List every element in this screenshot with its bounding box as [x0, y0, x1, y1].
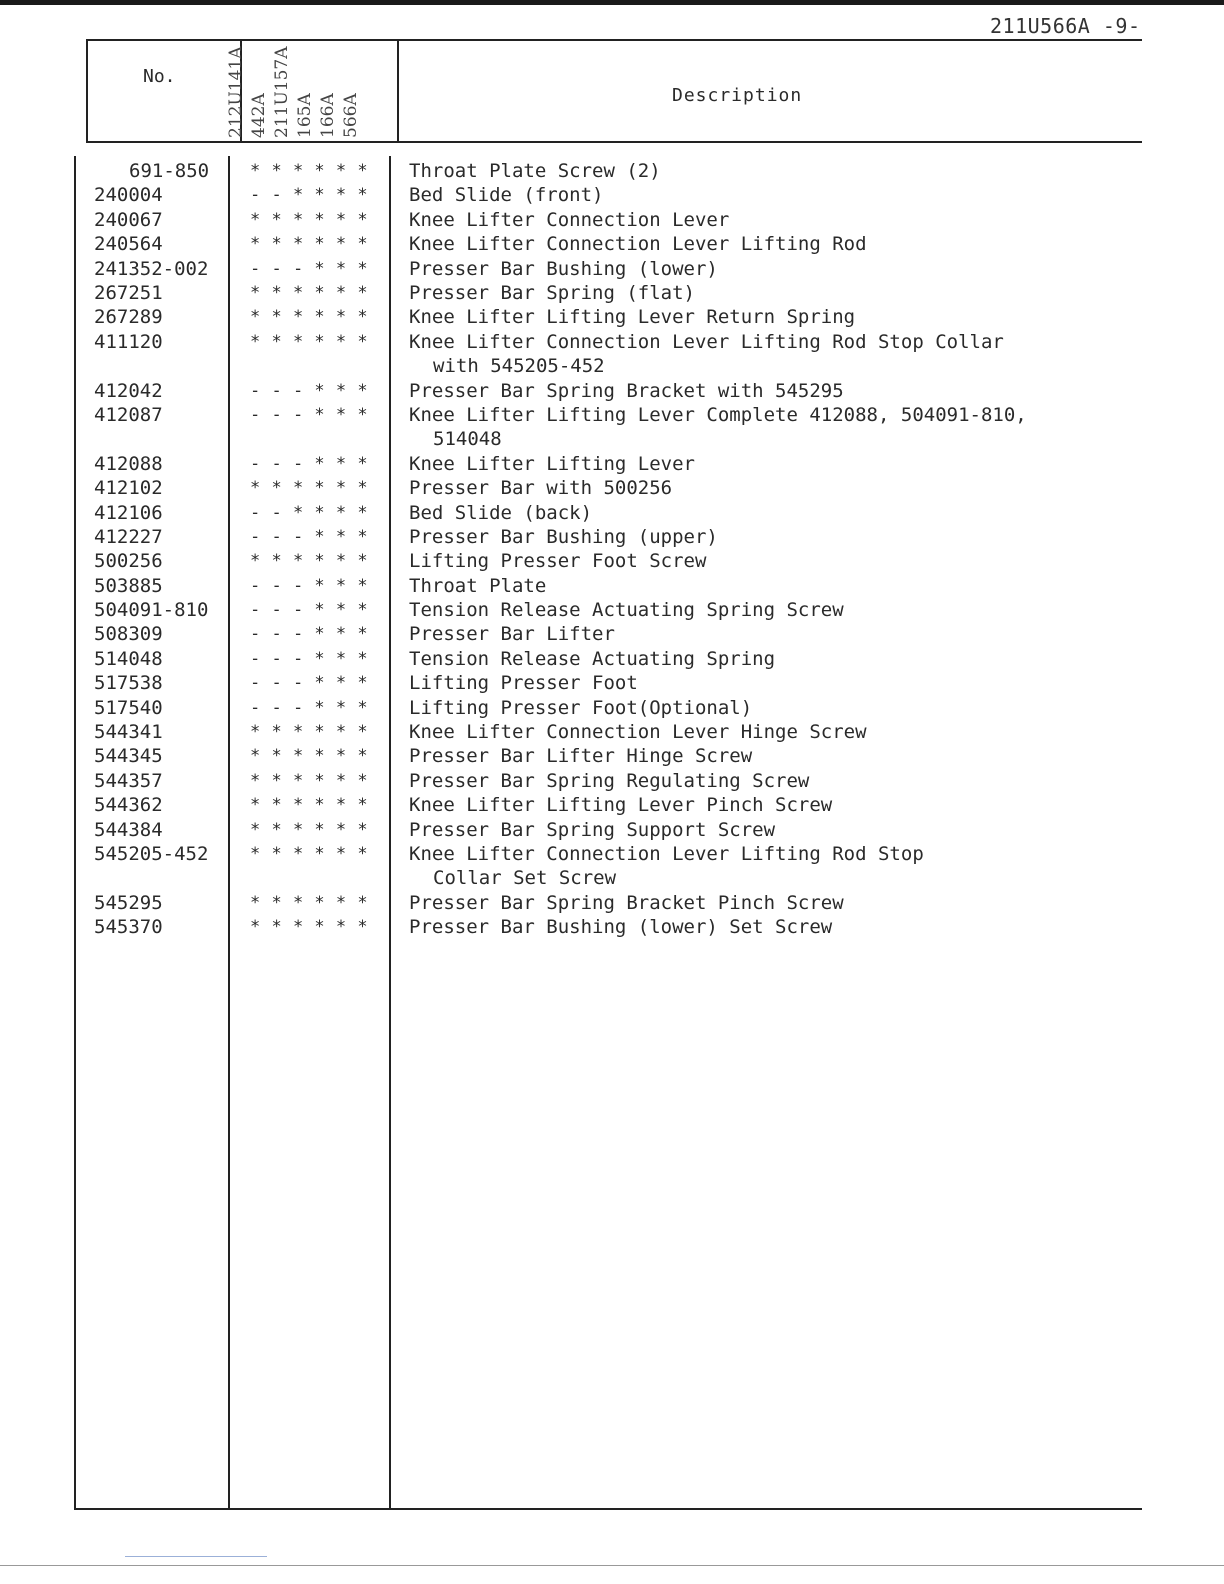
part-description-line: Knee Lifter Connection Lever Lifting Rod — [409, 233, 867, 256]
part-description — [409, 915, 1189, 939]
header-left-rule — [86, 39, 88, 143]
part-number: 504091-810 — [94, 599, 209, 622]
model-availability: - - - * * * — [250, 453, 369, 474]
top-border — [0, 0, 1224, 5]
model-availability: - - - * * * — [250, 404, 369, 425]
part-number: 545205-452 — [94, 842, 209, 865]
part-description — [409, 232, 1189, 256]
part-description — [409, 379, 1189, 403]
part-description — [409, 476, 1189, 500]
part-number: 412102 — [94, 477, 163, 500]
part-description-line: Bed Slide (front) — [409, 184, 604, 207]
table-row — [0, 452, 1224, 476]
table-row — [0, 915, 1224, 939]
part-description — [409, 818, 1189, 842]
part-number: 544384 — [94, 818, 163, 841]
column-header-description: Description — [672, 85, 803, 106]
part-description — [409, 598, 1189, 622]
part-number: 412088 — [94, 452, 163, 475]
part-description-line: Presser Bar Bushing (upper) — [409, 525, 718, 548]
model-availability: * * * * * * — [250, 161, 369, 181]
part-description — [409, 208, 1189, 232]
part-description — [409, 281, 1189, 305]
part-number: 508309 — [94, 623, 163, 646]
part-number: 411120 — [94, 330, 163, 353]
model-availability: - - - * * * — [250, 648, 369, 669]
part-number: 412042 — [94, 379, 163, 402]
part-description — [409, 647, 1189, 671]
model-availability: * * * * * * — [250, 331, 369, 352]
table-row — [0, 257, 1224, 281]
part-description-line: Knee Lifter Lifting Lever Return Spring — [409, 306, 856, 329]
part-description-line: Presser Bar Spring Bracket with 545295 — [409, 379, 844, 402]
part-description-line: Tension Release Actuating Spring Screw — [409, 599, 844, 622]
part-description-line: Presser Bar Bushing (lower) Set Screw — [409, 916, 833, 939]
part-description-line: Presser Bar Spring Bracket Pinch Screw — [409, 891, 844, 914]
model-availability: * * * * * * — [250, 209, 369, 230]
page-number: 211U566A -9- — [990, 14, 1141, 38]
table-row — [0, 622, 1224, 646]
model-availability: * * * * * * — [250, 917, 369, 938]
table-row — [0, 574, 1224, 598]
part-number: 517538 — [94, 672, 163, 695]
table-row — [0, 769, 1224, 793]
model-availability: - - - * * * — [250, 697, 369, 718]
part-description-line: Throat Plate — [409, 574, 547, 597]
table-row — [0, 696, 1224, 720]
model-availability: * * * * * * — [250, 307, 369, 328]
part-number: 500256 — [94, 550, 163, 573]
part-number: 545295 — [94, 891, 163, 914]
part-description-line: Throat Plate Screw (2) — [409, 160, 661, 182]
table-row — [0, 525, 1224, 549]
model-availability: * * * * * * — [250, 770, 369, 791]
part-description-line: Presser Bar Lifter Hinge Screw — [409, 745, 753, 768]
header-bottom-rule — [86, 141, 1142, 143]
part-description — [409, 403, 1189, 452]
part-description — [409, 622, 1189, 646]
table-row — [0, 891, 1224, 915]
part-number: 544362 — [94, 794, 163, 817]
part-description — [409, 525, 1189, 549]
part-description — [409, 183, 1189, 207]
parts-list — [0, 159, 1224, 940]
part-description-line: Presser Bar Spring Regulating Screw — [409, 769, 810, 792]
table-row — [0, 208, 1224, 232]
table-row — [0, 305, 1224, 329]
model-availability: - - - * * * — [250, 600, 369, 621]
table-row — [0, 379, 1224, 403]
table-row — [0, 501, 1224, 525]
model-availability: * * * * * * — [250, 282, 369, 303]
model-availability: * * * * * * — [250, 478, 369, 499]
part-number: 544357 — [94, 769, 163, 792]
part-description-line: Lifting Presser Foot Screw — [409, 550, 707, 573]
part-description-line: Knee Lifter Connection Lever — [409, 208, 730, 231]
model-availability: * * * * * * — [250, 819, 369, 840]
model-availability: - - - * * * — [250, 258, 369, 279]
part-description — [409, 769, 1189, 793]
model-availability: - - - * * * — [250, 624, 369, 645]
part-number: 545370 — [94, 916, 163, 939]
part-description — [409, 257, 1189, 281]
model-label: 442A — [249, 93, 269, 138]
part-number: 412087 — [94, 403, 163, 426]
part-description-line: Tension Release Actuating Spring — [409, 647, 776, 670]
table-row — [0, 159, 1224, 183]
part-number: 544345 — [94, 745, 163, 768]
model-availability: - - - * * * — [250, 526, 369, 547]
part-description-line: Lifting Presser Foot — [409, 672, 638, 695]
table-row — [0, 549, 1224, 573]
part-description — [409, 793, 1189, 817]
table-row — [0, 842, 1224, 891]
part-description-line: Knee Lifter Lifting Lever — [409, 452, 695, 475]
part-number: 240067 — [94, 208, 163, 231]
part-description — [409, 549, 1189, 573]
table-row — [0, 476, 1224, 500]
part-description-continuation: with 545205-452 — [433, 355, 605, 378]
part-number: 691-850 — [129, 160, 210, 182]
part-description-line: Presser Bar Spring (flat) — [409, 281, 695, 304]
part-description-continuation: 514048 — [433, 428, 502, 451]
model-availability: * * * * * * — [250, 722, 369, 743]
part-number: 240564 — [94, 233, 163, 256]
part-number: 503885 — [94, 574, 163, 597]
table-row — [0, 671, 1224, 695]
model-availability: * * * * * * — [250, 795, 369, 816]
model-label: 166A — [318, 93, 338, 138]
part-description-line: Lifting Presser Foot(Optional) — [409, 696, 753, 719]
model-availability: - - * * * * — [250, 502, 369, 523]
header-divider-2 — [397, 39, 399, 143]
model-availability: * * * * * * — [250, 843, 369, 864]
part-description-line: Presser Bar Spring Support Screw — [409, 818, 776, 841]
table-row — [0, 598, 1224, 622]
scan-artifact-line — [125, 1556, 267, 1557]
model-label: 165A — [295, 93, 315, 138]
model-availability: - - * * * * — [250, 185, 369, 206]
part-description — [409, 330, 1189, 379]
part-description — [409, 671, 1189, 695]
part-description — [409, 574, 1189, 598]
part-description-line: Knee Lifter Lifting Lever Pinch Screw — [409, 794, 833, 817]
part-description — [409, 744, 1189, 768]
part-number: 517540 — [94, 696, 163, 719]
part-description-line: Knee Lifter Lifting Lever Complete 412088, 504091-810, — [409, 403, 1027, 426]
table-row — [0, 183, 1224, 207]
table-row — [0, 744, 1224, 768]
part-number: 267251 — [94, 281, 163, 304]
part-description-line: Bed Slide (back) — [409, 501, 593, 524]
part-number: 514048 — [94, 647, 163, 670]
part-description-line: Knee Lifter Connection Lever Lifting Rod Stop — [409, 842, 924, 865]
page-edge-line — [0, 1565, 1224, 1566]
part-description — [409, 842, 1189, 891]
part-description — [409, 501, 1189, 525]
model-availability: - - - * * * — [250, 673, 369, 694]
part-description-line: Knee Lifter Connection Lever Hinge Screw — [409, 721, 867, 744]
part-description — [409, 305, 1189, 329]
table-row — [0, 281, 1224, 305]
model-label: 212U141A — [226, 46, 246, 138]
part-number: 412106 — [94, 501, 163, 524]
table-row — [0, 403, 1224, 452]
part-description — [409, 159, 1189, 183]
table-row — [0, 793, 1224, 817]
column-header-number: No. — [143, 66, 176, 87]
part-number: 544341 — [94, 721, 163, 744]
model-availability: * * * * * * — [250, 551, 369, 572]
model-availability: - - - * * * — [250, 575, 369, 596]
model-label: 566A — [341, 93, 361, 138]
table-row — [0, 330, 1224, 379]
part-description-line: Knee Lifter Connection Lever Lifting Rod Stop Collar — [409, 330, 1004, 353]
model-availability: * * * * * * — [250, 234, 369, 255]
part-description-continuation: Collar Set Screw — [433, 867, 617, 890]
table-row — [0, 647, 1224, 671]
model-label: 211U157A — [272, 46, 292, 138]
part-description — [409, 696, 1189, 720]
model-availability: * * * * * * — [250, 892, 369, 913]
part-number: 412227 — [94, 525, 163, 548]
part-number: 241352-002 — [94, 257, 209, 280]
table-row — [0, 232, 1224, 256]
part-description-line: Presser Bar Bushing (lower) — [409, 257, 718, 280]
table-top-rule — [86, 39, 1142, 41]
model-availability: - - - * * * — [250, 380, 369, 401]
table-row — [0, 720, 1224, 744]
part-number: 267289 — [94, 306, 163, 329]
part-number: 240004 — [94, 184, 163, 207]
table-row — [0, 818, 1224, 842]
part-description-line: Presser Bar Lifter — [409, 623, 615, 646]
model-availability: * * * * * * — [250, 746, 369, 767]
part-description-line: Presser Bar with 500256 — [409, 477, 673, 500]
part-description — [409, 720, 1189, 744]
part-description — [409, 452, 1189, 476]
table-bottom-rule — [74, 1508, 1142, 1510]
part-description — [409, 891, 1189, 915]
